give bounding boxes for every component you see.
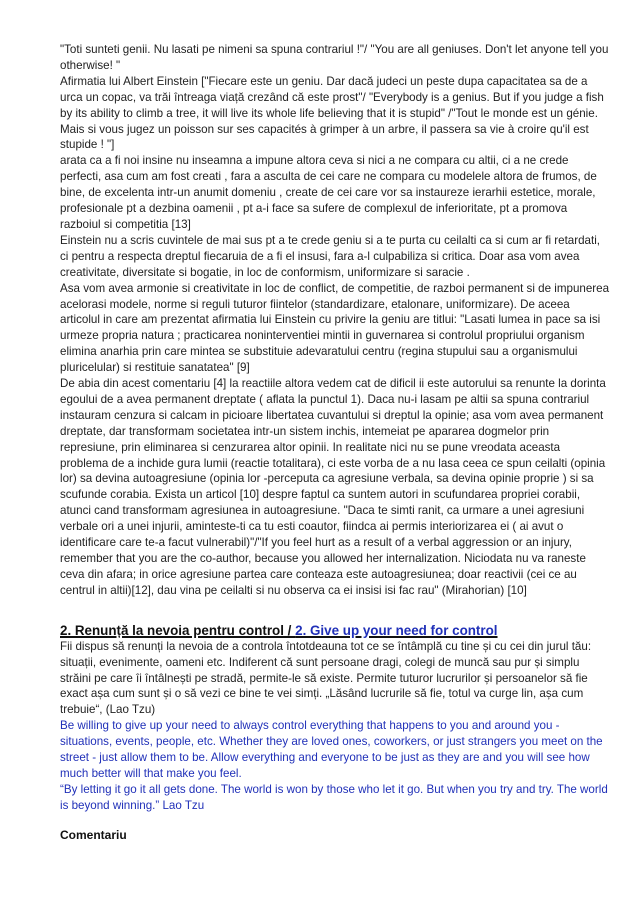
- heading-romanian: 2. Renunță la nevoia pentru control /: [60, 622, 296, 638]
- document-page: [60, 42, 610, 843]
- commentary-paragraph: arata ca a fi noi insine nu inseamna a impune altora ceva si nici a ne compara cu altii, ci a ne crede perfecti, asa cum am fost creati , fara a asculta de cei care ne compara cu modelele altora de frumos, de bine, de excelenta intr-un anumit domeniu , create de cei care vor sa instaureze ierarhii estetice, morale, profesionale pt a dezbina oamenii , pt a-i face sa sufere de complexul de inferioritate, pt a promova razboiul si competitia [13]: [60, 154, 597, 231]
- lao-tzu-quote: “By letting it go it all gets done. The world is won by those who let it go. But when you try and try. The world is beyond winning.” Lao Tzu: [60, 782, 608, 812]
- heading-english: 2. Give up your need for control: [295, 622, 498, 638]
- section-romanian-text: Fii dispus să renunți la nevoia de a controla întotdeauna tot ce se întâmplă cu tine și cu cei din jurul tău: situații, evenimente, oameni etc. Indiferent că sunt persoane dragi, colegi de muncă sau pur și simplu străini pe care îi întâlnești pe stradă, permite-le să existe. Permite tuturor lucrurilor și persoanelor să fie exact așa cum sunt și o să vezi ce bine te vei simți. „Lăsând lucrurile să fie, totul va curge lin, așa cum trebuie“, (Lao Tzu): [60, 639, 592, 717]
- autoagresiune-paragraph: De abia din acest comentariu [4] la reactiile altora vedem cat de dificil ii este autorului sa renunte la dorinta egoului de a avea permanent dreptate ( aflata la punctul 1). Daca nu-i lasam pe altii sa spuna contrariul instauram cenzura si calcam in picioare libertatea cuvantului si dreptul la opinie; asa vom avea permanent dreptate, dar transformam societatea intr-un sistem inchis, intemeiat pe apararea dogmelor prin represiune, prin eliminarea si cenzurarea altor opinii. In realitate nici nu se pune vreodata aceasta problema de a inchide gura lumii (reactie totalitara), ci este vorba de a nu lasa ceea ce spun ceilalti (opinia lor) sa devina autoagresiune (opinia lor -perceputa ca agresiune verbala, sa devina opinie proprie ) si sa scufunde corabia. Exista un articol [10] despre faptul ca suntem autori in scufundarea propriei corabii, atunci cand transformam agresiunea in autoagresiune. "Daca te simti ranit, ca urmare a unei agresiuni verbale ori a unei injurii, aminteste-ti ca tu esti coautor, fiindca ai permis interiorizarea ei ( ai avut o identificare care te-a facut vulnerabil)"/"If you feel hurt as a result of a verbal aggression or an injury, remember that you are the co-author, because you allowed her internalization. Niciodata nu va raneste ceva din afara; in orice agresiune partea care conteaza este autoagresiunea; doar reactivii (cei ce au centrul in altii)[12], dau vina pe ceilalti si nu observa ca ei insisi isi fac rau" (Mirahorian) [10]: [60, 377, 606, 597]
- quote-paragraph: "Toti sunteti genii. Nu lasati pe nimeni sa spuna contrariul !"/ "You are all geniuses. Don't let anyone tell you otherwise! ": [60, 43, 609, 72]
- comentariu-heading: Comentariu: [60, 827, 127, 842]
- einstein-intent-paragraph: Einstein nu a scris cuvintele de mai sus pt a te crede geniu si a te purta cu ceilalti ca si cum ar fi retardati, ci pentru a respecta dreptul fiecaruia de a fi el insusi, fara a-l culpabiliza si critica. Doar asa vom avea creativitate, diversitate si bogatie, in loc de conformism, uniformizare si saracie .: [60, 233, 601, 279]
- einstein-paragraph: Afirmatia lui Albert Einstein ["Fiecare este un geniu. Dar dacă judeci un peste dupa capacitatea sa de a urca un copac, va trăi întreaga viață crezând că este prost"/ "Everybody is a genius. But if you judge a fish by its ability to climb a tree, it will live its whole life believing that it is stupid" /"Tout le monde est un génie. Mais si vous jugez un poisson sur ses capacités à grimper à un arbre, il passera sa vie à croire qu'il est stupide ! "]: [60, 74, 604, 152]
- section-english-text: Be willing to give up your need to always control everything that happens to you and around you - situations, events, people, etc. Whether they are loved ones, coworkers, or just strangers you meet on the street - just allow them to be. Allow everything and everyone to be just as they are and you will see how much better will that make you feel.: [60, 719, 603, 780]
- harmony-paragraph: Asa vom avea armonie si creativitate in loc de conflict, de competitie, de razboi permanent si de impunerea acelorasi modele, norme si reguli tuturor fiintelor (standardizare, etalonare, uniformizare). De aceea articolul in care am prezentat afirmatia lui Einstein cu privire la geniu are titlui: "Lasati lumea in pace sa isi urmeze propria natura ; practicarea noninterventiei mintii in guvernarea si controlul propriului organism elimina anarhia prin care mintea se substituie adevaratului centru (regina stupului sau a organismului pluricelular) si restituie sanatatea" [9]: [60, 281, 610, 375]
- section-heading: [60, 623, 610, 639]
